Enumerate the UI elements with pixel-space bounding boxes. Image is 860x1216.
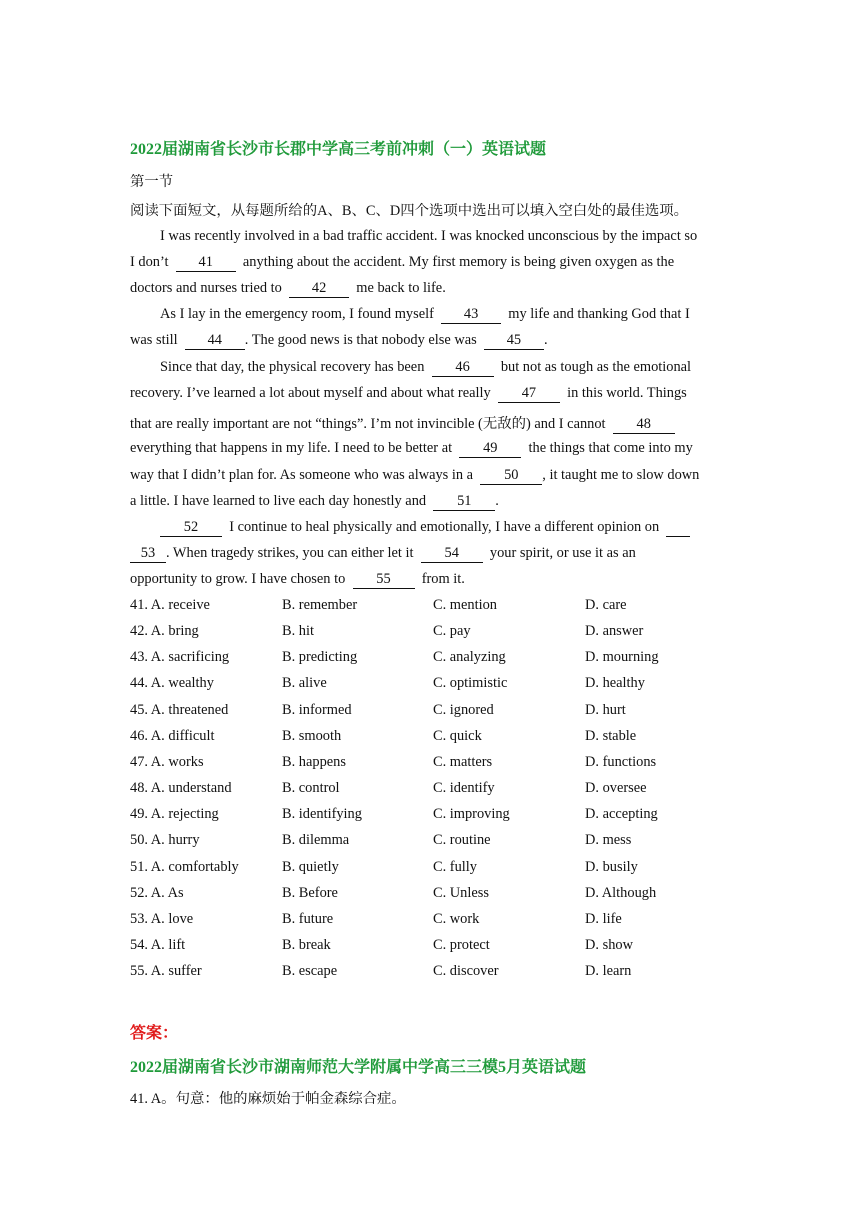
blank-50: 50 [480, 468, 542, 485]
option-a: 44. A. wealthy [130, 675, 214, 692]
option-c: C. optimistic [433, 675, 508, 692]
option-b: B. alive [282, 675, 327, 692]
option-c: C. routine [433, 832, 491, 849]
blank-53: 53 [130, 546, 166, 563]
option-row [130, 754, 730, 776]
blank-55: 55 [353, 572, 415, 589]
option-d: D. mourning [585, 649, 659, 666]
option-a: 52. A. As [130, 884, 184, 901]
blank-41: 41 [176, 255, 236, 272]
option-b: B. predicting [282, 649, 358, 666]
answer-text: 41. A。句意：他的麻烦始于帕金森综合症。 [130, 1091, 406, 1107]
option-a: 43. A. sacrificing [130, 649, 230, 666]
passage-line: 52 I continue to heal physically and emotionally, I have a different opinion on [160, 519, 690, 537]
blank-42: 42 [289, 281, 349, 298]
document-title: 2022届湖南省长沙市长郡中学高三考前冲刺（一）英语试题 [130, 141, 547, 158]
option-c: C. fully [433, 858, 477, 875]
option-c: C. quick [433, 727, 482, 744]
option-c: C. identify [433, 780, 495, 797]
option-b: B. dilemma [282, 832, 350, 849]
option-row [130, 963, 730, 985]
option-a: 55. A. suffer [130, 963, 202, 980]
option-c: C. Unless [433, 884, 489, 901]
option-d: D. mess [585, 832, 632, 849]
option-c: C. matters [433, 753, 493, 770]
blank-52: 52 [160, 520, 222, 537]
blank-48: 48 [613, 417, 675, 434]
option-row [130, 806, 730, 828]
option-row [130, 597, 730, 619]
option-d: D. hurt [585, 701, 626, 718]
option-d: D. life [585, 910, 622, 927]
option-a: 45. A. threatened [130, 701, 229, 718]
option-a: 51. A. comfortably [130, 858, 239, 875]
passage-line: that are really important are not “things”. I’m not invincible (无敌的) and I cannot 48 [130, 412, 675, 434]
passage-line: I don’t 41 anything about the accident. My first memory is being given oxygen as the [130, 254, 675, 270]
option-d: D. busily [585, 858, 638, 875]
passage-line: doctors and nurses tried to 42 me back to life. [130, 280, 446, 296]
option-a: 54. A. lift [130, 936, 186, 953]
option-row [130, 728, 730, 750]
answer-section-title: 2022届湖南省长沙市湖南师范大学附属中学高三三模5月英语试题 [130, 1059, 587, 1076]
instruction-text: 阅读下面短文，从每题所给的A、B、C、D四个选项中选出可以填入空白处的最佳选项。 [130, 203, 689, 219]
passage-line: I was recently involved in a bad traffic accident. I was knocked unconscious by the impact so [160, 228, 698, 244]
option-row [130, 623, 730, 645]
blank-49: 49 [459, 441, 521, 458]
option-row [130, 911, 730, 933]
option-c: C. discover [433, 963, 499, 980]
option-b: B. hit [282, 623, 314, 640]
option-row [130, 832, 730, 854]
passage-line: Since that day, the physical recovery has been 46 but not as tough as the emotional [160, 359, 692, 375]
option-d: D. stable [585, 727, 637, 744]
option-b: B. Before [282, 884, 338, 901]
option-a: 41. A. receive [130, 597, 210, 613]
option-a: 46. A. difficult [130, 727, 215, 744]
option-row [130, 649, 730, 671]
blank-47: 47 [498, 386, 560, 403]
blank-45: 45 [484, 333, 544, 350]
answer-label: 答案： [130, 1025, 179, 1042]
option-b: B. smooth [282, 727, 342, 744]
option-b: B. informed [282, 701, 352, 718]
section-heading: 第一节 [130, 174, 174, 190]
option-b: B. remember [282, 597, 358, 613]
option-row [130, 937, 730, 959]
option-d: D. Although [585, 884, 657, 901]
option-b: B. happens [282, 753, 346, 770]
passage-line: opportunity to grow. I have chosen to 55 from it. [130, 571, 465, 587]
option-row [130, 859, 730, 881]
option-b: B. future [282, 910, 334, 927]
option-d: D. accepting [585, 806, 658, 823]
blank-46: 46 [432, 360, 494, 377]
option-c: C. pay [433, 623, 471, 640]
option-a: 48. A. understand [130, 780, 232, 797]
option-a: 50. A. hurry [130, 832, 200, 849]
option-b: B. control [282, 780, 340, 797]
option-d: D. show [585, 936, 633, 953]
option-b: B. quietly [282, 858, 339, 875]
option-row [130, 675, 730, 697]
option-a: 42. A. bring [130, 623, 199, 640]
passage-line: everything that happens in my life. I need to be better at 49 the things that come into my [130, 440, 693, 456]
option-row [130, 702, 730, 724]
option-c: C. mention [433, 597, 497, 613]
option-c: C. analyzing [433, 649, 506, 666]
option-d: D. care [585, 597, 627, 613]
option-c: C. work [433, 910, 480, 927]
passage-line: way that I didn’t plan for. As someone who was always in a 50 , it taught me to slow down [130, 467, 700, 483]
passage-line: was still 44 . The good news is that nobody else was 45 . [130, 332, 548, 348]
blank-51: 51 [433, 494, 495, 511]
option-a: 49. A. rejecting [130, 806, 219, 823]
option-b: B. escape [282, 963, 338, 980]
blank-54: 54 [421, 546, 483, 563]
blank-44: 44 [185, 333, 245, 350]
option-d: D. oversee [585, 780, 647, 797]
passage-line: a little. I have learned to live each day honestly and 51 . [130, 493, 499, 509]
option-a: 47. A. works [130, 753, 204, 770]
option-a: 53. A. love [130, 910, 194, 927]
option-b: B. identifying [282, 806, 362, 823]
option-d: D. answer [585, 623, 644, 640]
option-d: D. functions [585, 753, 657, 770]
passage-line: recovery. I’ve learned a lot about myself and about what really 47 in this world. Things [130, 385, 687, 401]
option-row [130, 885, 730, 907]
option-c: C. ignored [433, 701, 494, 718]
option-b: B. break [282, 936, 331, 953]
option-row [130, 780, 730, 802]
blank-43: 43 [441, 307, 501, 324]
passage-line: 53 . When tragedy strikes, you can either let it 54 your spirit, or use it as an [130, 545, 636, 563]
passage-line: As I lay in the emergency room, I found myself 43 my life and thanking God that I [160, 306, 690, 322]
option-c: C. improving [433, 806, 510, 823]
option-d: D. learn [585, 963, 632, 980]
option-c: C. protect [433, 936, 490, 953]
option-d: D. healthy [585, 675, 645, 692]
